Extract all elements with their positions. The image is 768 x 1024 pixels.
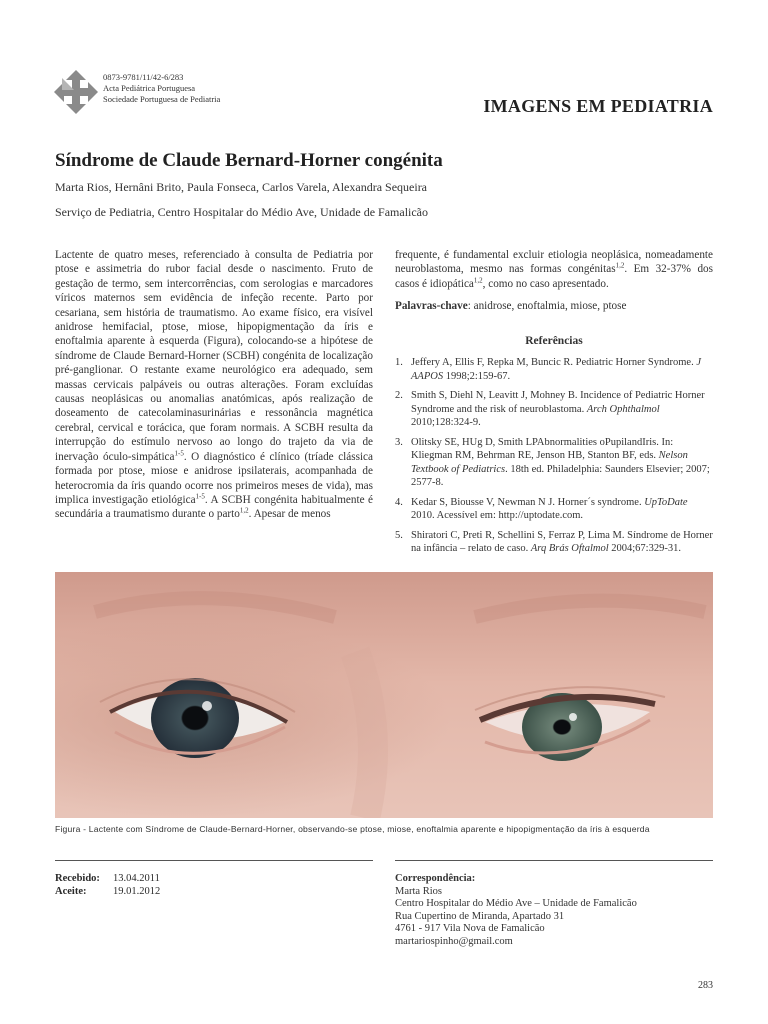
correspondence-line: Marta Rios <box>395 885 442 897</box>
body-column-left <box>55 248 373 522</box>
received-row: Recebido: 13.04.2011 <box>55 873 160 884</box>
correspondence-line: Rua Cupertino de Miranda, Apartado 31 <box>395 910 565 922</box>
article-affiliation: Serviço de Pediatria, Centro Hospitalar do Médio Ave, Unidade de Famalicão <box>55 205 429 219</box>
correspondence-line: Centro Hospitalar do Médio Ave – Unidade de Famalicão <box>395 898 637 909</box>
keywords <box>395 299 713 313</box>
reference-item: 1. Jeffery A, Ellis F, Repka M, Buncic R. Pediatric Horner Syndrome. J AAPOS 1998;2:159-67. <box>395 357 702 382</box>
keywords-text: : anidrose, enoftalmia, miose, ptose <box>467 300 627 313</box>
accepted-row: Aceite: 19.01.2012 <box>55 885 161 897</box>
divider-right <box>395 860 713 861</box>
divider-left <box>55 860 373 861</box>
accepted-date: 19.01.2012 <box>113 885 161 897</box>
article-dates <box>55 873 160 898</box>
received-date: 13.04.2011 <box>113 873 160 884</box>
journal-name: Acta Pediátrica Portuguesa <box>103 83 196 93</box>
reference-item: 5. Shiratori C, Preti R, Schellini S, Ferraz P, Lima M. Síndrome de Horner na infância – relato de caso. Arq Brás Oftalmol 2004;67:329-31. <box>395 529 713 555</box>
article-authors: Marta Rios, Hernâni Brito, Paula Fonseca, Carlos Varela, Alexandra Sequeira <box>55 180 428 194</box>
journal-logo-icon <box>52 68 100 116</box>
correspondence-label: Correspondência: <box>395 873 476 884</box>
reference-item: 4. Kedar S, Biousse V, Newman N J. Horner´s syndrome. UpToDate 2010. Acessível em: http://uptodate.com. <box>395 496 688 522</box>
reference-item: 3. Olitsky SE, HUg D, Smith LPAbnormalities oPupilandIris. In: Kliegman RM, Behrman RE, Jenson HB, Stanton BF, eds. Nelson Textbook of Pediatrics. 18th ed. Philadelphia: Saunders Elsevier; 2007; 2577-8. <box>395 436 710 489</box>
figure-eyes-photo <box>55 572 713 818</box>
page-number: 283 <box>698 980 713 991</box>
journal-society: Sociedade Portuguesa de Pediatria <box>103 94 221 104</box>
keywords-label: Palavras-chave <box>395 300 468 313</box>
body-paragraph: Lactente de quatro meses, referenciado à consulta de Pediatria por ptose e assimetria do rubor facial desde o nascimento. Fruto de gestação de termo, sem intercorrências, com serologias e marcadores víricos maternos sem evidência de infeção recente. Parto por cesariana, sem história de traumatismo. Ao exame físico, era visível anidrose hemifacial, ptose, miose, hipopigmentação da íris e enoftalmia aparente à esquerda (Figura), colocando-se a hipótese de síndrome de Claude Bernard-Horner (SCBH) congénita de localização pré-ganglionar. O restante exame neurológico era adequado, sem massas cervicais palpáveis ou outras alterações. Foram excluídas causas neoplásicas ou anomalias anatómicas, após realização de doseamento de catecolaminasurinárias e ressonância magnética cerebral, cervical e torácica, que foram normais. A SCBH resulta da interrupção do estímulo nervoso ao longo do trajeto da via de inervação óculo-simpática$^{1-5}$. O diagnóstico é clínico (tríade clássica formada por ptose, miose e anidrose ipsilaterais, acompanhada de heterocromia da íris quando ocorre nos primeiros meses de vida), mas implica investigação etiológica$^{1-5}$. A SCBH congénita habitualmente é secundária a traumatismo durante o parto$^{1,2}$. Apesar de menos <box>55 249 373 521</box>
correspondence-email[interactable]: martariospinho@gmail.com <box>395 935 513 947</box>
correspondence <box>395 873 637 948</box>
journal-issn: 0873-9781/11/42-6/283 <box>103 72 184 82</box>
section-title: IMAGENS EM PEDIATRIA <box>483 96 713 116</box>
journal-info <box>103 72 220 105</box>
references-title: Referências <box>525 334 583 347</box>
body-column-right <box>395 248 713 562</box>
correspondence-line: 4761 - 917 Vila Nova de Famalicão <box>395 923 545 934</box>
body-paragraph-continued: frequente, é fundamental excluir etiologia neoplásica, nomeadamente neuroblastoma, mesmo nas formas congénitas$^{1,2}$. Em 32-37% dos casos é idiopática$^{1,2}$, como no caso apresentado. <box>395 249 713 290</box>
references-list <box>395 356 713 556</box>
figure-caption: Figura - Lactente com Síndrome de Claude-Bernard-Horner, observando-se ptose, miose, enoftalmia aparente e hipopigmentação da íris à esquerda <box>55 824 650 834</box>
article-title: Síndrome de Claude Bernard-Horner congénita <box>55 150 443 171</box>
reference-item: 2. Smith S, Diehl N, Leavitt J, Mohney B. Incidence of Pediatric Horner Syndrome and the risk of neuroblastoma. Arch Ophthalmol 2010;128:324-9. <box>395 390 705 429</box>
